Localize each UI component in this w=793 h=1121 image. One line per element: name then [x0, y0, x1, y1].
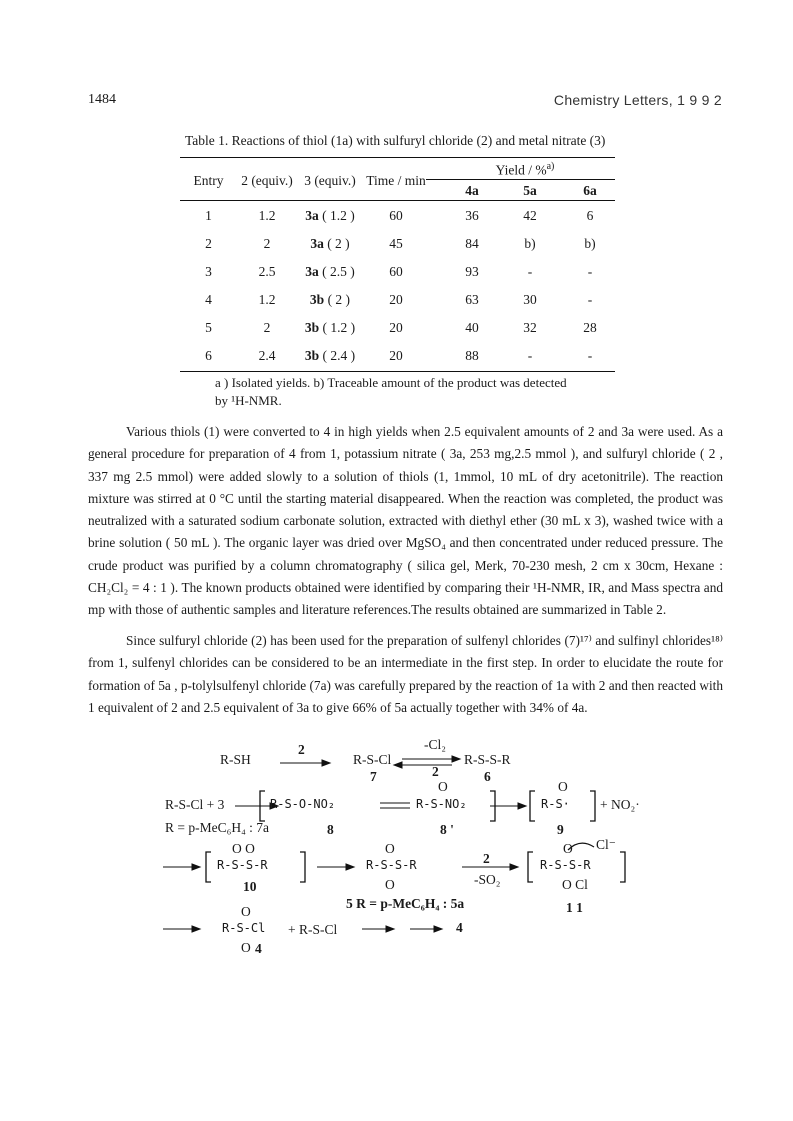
table-footnote-1: a ) Isolated yields. b) Traceable amount of the product was detected — [215, 375, 567, 390]
table-cell-entry: 6 — [205, 348, 212, 363]
table-cell-eq2: 2.4 — [258, 348, 276, 363]
scheme-rso2cl: R-S-Cl — [222, 921, 266, 935]
scheme-rssr-11: R-S-S-R — [540, 858, 591, 872]
table-cell-y4a: 84 — [465, 236, 479, 251]
scheme-label-4: 4 — [456, 920, 463, 935]
scheme-r-definition: R = p-MeC₆H₄ : 7a — [165, 820, 270, 835]
scheme-o-9: O — [558, 779, 568, 794]
scheme-label-8prime: 8 ' — [440, 822, 454, 837]
table-cell-eq3: 3a ( 1.2 ) — [305, 208, 355, 223]
table-cell-eq3: 3a ( 2.5 ) — [305, 264, 355, 279]
scheme-o-5-bottom: O — [385, 877, 395, 892]
page-number: 1484 — [88, 92, 116, 107]
table-cell-time: 60 — [389, 264, 403, 279]
scheme-label-5: 5 R = p-MeC₆H₄ : 5a — [346, 896, 465, 911]
table-cell-eq2: 2 — [263, 236, 271, 251]
scheme-rscl: R-S-Cl — [353, 752, 392, 767]
header-equiv2: 2 (equiv.) — [241, 173, 293, 188]
table-caption: Table 1. Reactions of thiol (1a) with sulfuryl chloride (2) and metal nitrate (3) — [185, 133, 606, 148]
scheme-rscl-plus-3: R-S-Cl + 3 — [165, 797, 225, 812]
table-cell-entry: 3 — [205, 264, 212, 279]
table-footnote-2: by ¹H-NMR. — [215, 393, 282, 408]
scheme-label-8: 8 — [327, 822, 334, 837]
scheme-label-6: 6 — [484, 769, 491, 784]
table-cell-eq3: 3b ( 2 ) — [309, 292, 351, 307]
scheme-label-9: 9 — [557, 822, 564, 837]
table-cell-eq2: 2.5 — [258, 264, 276, 279]
scheme-cl-minus: Cl⁻ — [596, 837, 616, 852]
table-cell-y5a: b) — [524, 236, 536, 251]
table-cell-y6a: 6 — [586, 208, 594, 223]
scheme-no2: + NO₂· — [600, 797, 640, 812]
scheme-o-cl-11: O Cl — [562, 877, 588, 892]
table-cell-entry: 4 — [205, 292, 212, 307]
scheme-label-7: 7 — [370, 769, 377, 784]
table-cell-entry: 1 — [205, 208, 212, 223]
table-cell-y6a: - — [587, 292, 593, 307]
table-cell-y6a: b) — [584, 236, 596, 251]
header-equiv3: 3 (equiv.) — [304, 173, 356, 188]
scheme-reagent-2b: 2 — [432, 764, 439, 779]
table-cell-y4a: 40 — [465, 320, 479, 335]
header-yield: Yield / %$^{a)}$ — [495, 161, 555, 178]
scheme-oo-10: O O — [232, 841, 255, 856]
table-cell-time: 45 — [389, 236, 403, 251]
table-cell-time: 20 — [389, 292, 403, 307]
table-cell-eq3: 3b ( 1.2 ) — [304, 320, 356, 335]
scheme-plus-rscl: + R-S-Cl — [288, 922, 338, 937]
scheme-label-10: 10 — [243, 879, 257, 894]
table-cell-eq3: 3a ( 2 ) — [310, 236, 350, 251]
scheme-reagent-2c: 2 — [483, 851, 490, 866]
scheme-so2: -SO₂ — [474, 872, 501, 887]
table-cell-eq2: 1.2 — [258, 208, 276, 223]
header-6a: 6a — [583, 183, 597, 198]
scheme-o-4-top: O — [241, 904, 251, 919]
table-cell-y4a: 63 — [465, 292, 479, 307]
table-cell-y6a: - — [587, 348, 593, 363]
scheme-o-4-bottom: O — [241, 940, 251, 955]
table-cell-y6a: - — [587, 264, 593, 279]
scheme-rssr: R-S-S-R — [464, 752, 511, 767]
table-cell-y4a: 36 — [465, 208, 479, 223]
scheme-o-8prime: O — [438, 779, 448, 794]
table-cell-y5a: - — [527, 348, 533, 363]
table-cell-entry: 5 — [205, 320, 212, 335]
table-cell-eq3: 3b ( 2.4 ) — [304, 348, 356, 363]
table-cell-y4a: 93 — [465, 264, 479, 279]
scheme-label-11: 1 1 — [566, 900, 583, 915]
paragraph-1-text: Various thiols (1) were converted to 4 in high yields when 2.5 equivalent amounts of 2 and 3a were used. As a general procedure for preparation of 4 from 1, potassium nitrate ( 3a, 253 mg,2.5 mmol ), and sulfuryl chloride ( 2 , 337 mg 2.5 mmol) were added slowly to a solution of thiols (1, 1mmol, 10 mL of dry acetonitrile). The reaction mixture was stirred at 0 °C until the starting material disappeared. When the reaction was completed, the product was neutralized with a saturated sodium carbonate solution, extracted with diethyl ether (30 mL x 3), washed twice with a brine solution ( 50 mL ). The organic layer was dried over MgSO₄ and then concentrated under reduced pressure. The crude product was purified by a column chromatography ( silica gel, Merk, 70-230 mesh, 2 cm x 30cm, Hexane : CH₂Cl₂ = 4 : 1 ). The known products obtained were identified by comparing their ¹H-NMR, IR, and Mass spectra and mp with those of authentic samples and literature references.The results obtained are summarized in Table 2. — [88, 424, 723, 618]
scheme-o-11: O — [563, 841, 573, 856]
table-cell-time: 20 — [389, 320, 403, 335]
table-cell-y5a: 32 — [523, 320, 537, 335]
scheme-label-4-bottom: 4 — [255, 941, 262, 956]
scheme-rsh: R-SH — [220, 752, 251, 767]
table-cell-time: 60 — [389, 208, 403, 223]
table-cell-entry: 2 — [205, 236, 212, 251]
scheme-rsno2: R-S-NO₂ — [416, 797, 467, 811]
scheme-rssr-5: R-S-S-R — [366, 858, 417, 872]
scheme-o-5-top: O — [385, 841, 395, 856]
scheme-rsssr-10: R-S-S-R — [217, 858, 268, 872]
scheme-reagent-2: 2 — [298, 742, 305, 757]
table-cell-y5a: 42 — [523, 208, 537, 223]
scheme-rsono2: R-S-O-NO₂ — [270, 797, 336, 811]
scheme-cl2: -Cl₂ — [424, 737, 446, 752]
paragraph-2-text: Since sulfuryl chloride (2) has been used for the preparation of sulfenyl chlorides (7)¹⁷⁾ and sulfinyl chlorides¹⁸⁾ from 1, sulfenyl chlorides can be considered to be an intermediate in the first step. In order to elucidate the route for formation of 5a , p-tolylsulfenyl chloride (7a) was carefully prepared by the reaction of 1a with 2 and then reacted with 1 equivalent of 2 and 2.5 equivalent of 3a to give 66% of 5a actually together with 34% of 4a. — [88, 633, 723, 715]
table-cell-eq2: 2 — [263, 320, 271, 335]
header-5a: 5a — [523, 183, 537, 198]
scheme-rsdot: R-S· — [541, 797, 570, 811]
header-4a: 4a — [465, 183, 479, 198]
journal-title: Chemistry Letters, 1 9 9 2 — [553, 92, 722, 108]
table-cell-y5a: 30 — [523, 292, 537, 307]
header-time: Time / min — [366, 173, 426, 188]
table-cell-y5a: - — [527, 264, 533, 279]
table-cell-time: 20 — [389, 348, 403, 363]
header-entry: Entry — [193, 173, 224, 188]
table-cell-eq2: 1.2 — [258, 292, 276, 307]
table-cell-y4a: 88 — [465, 348, 479, 363]
table-cell-y6a: 28 — [583, 320, 597, 335]
